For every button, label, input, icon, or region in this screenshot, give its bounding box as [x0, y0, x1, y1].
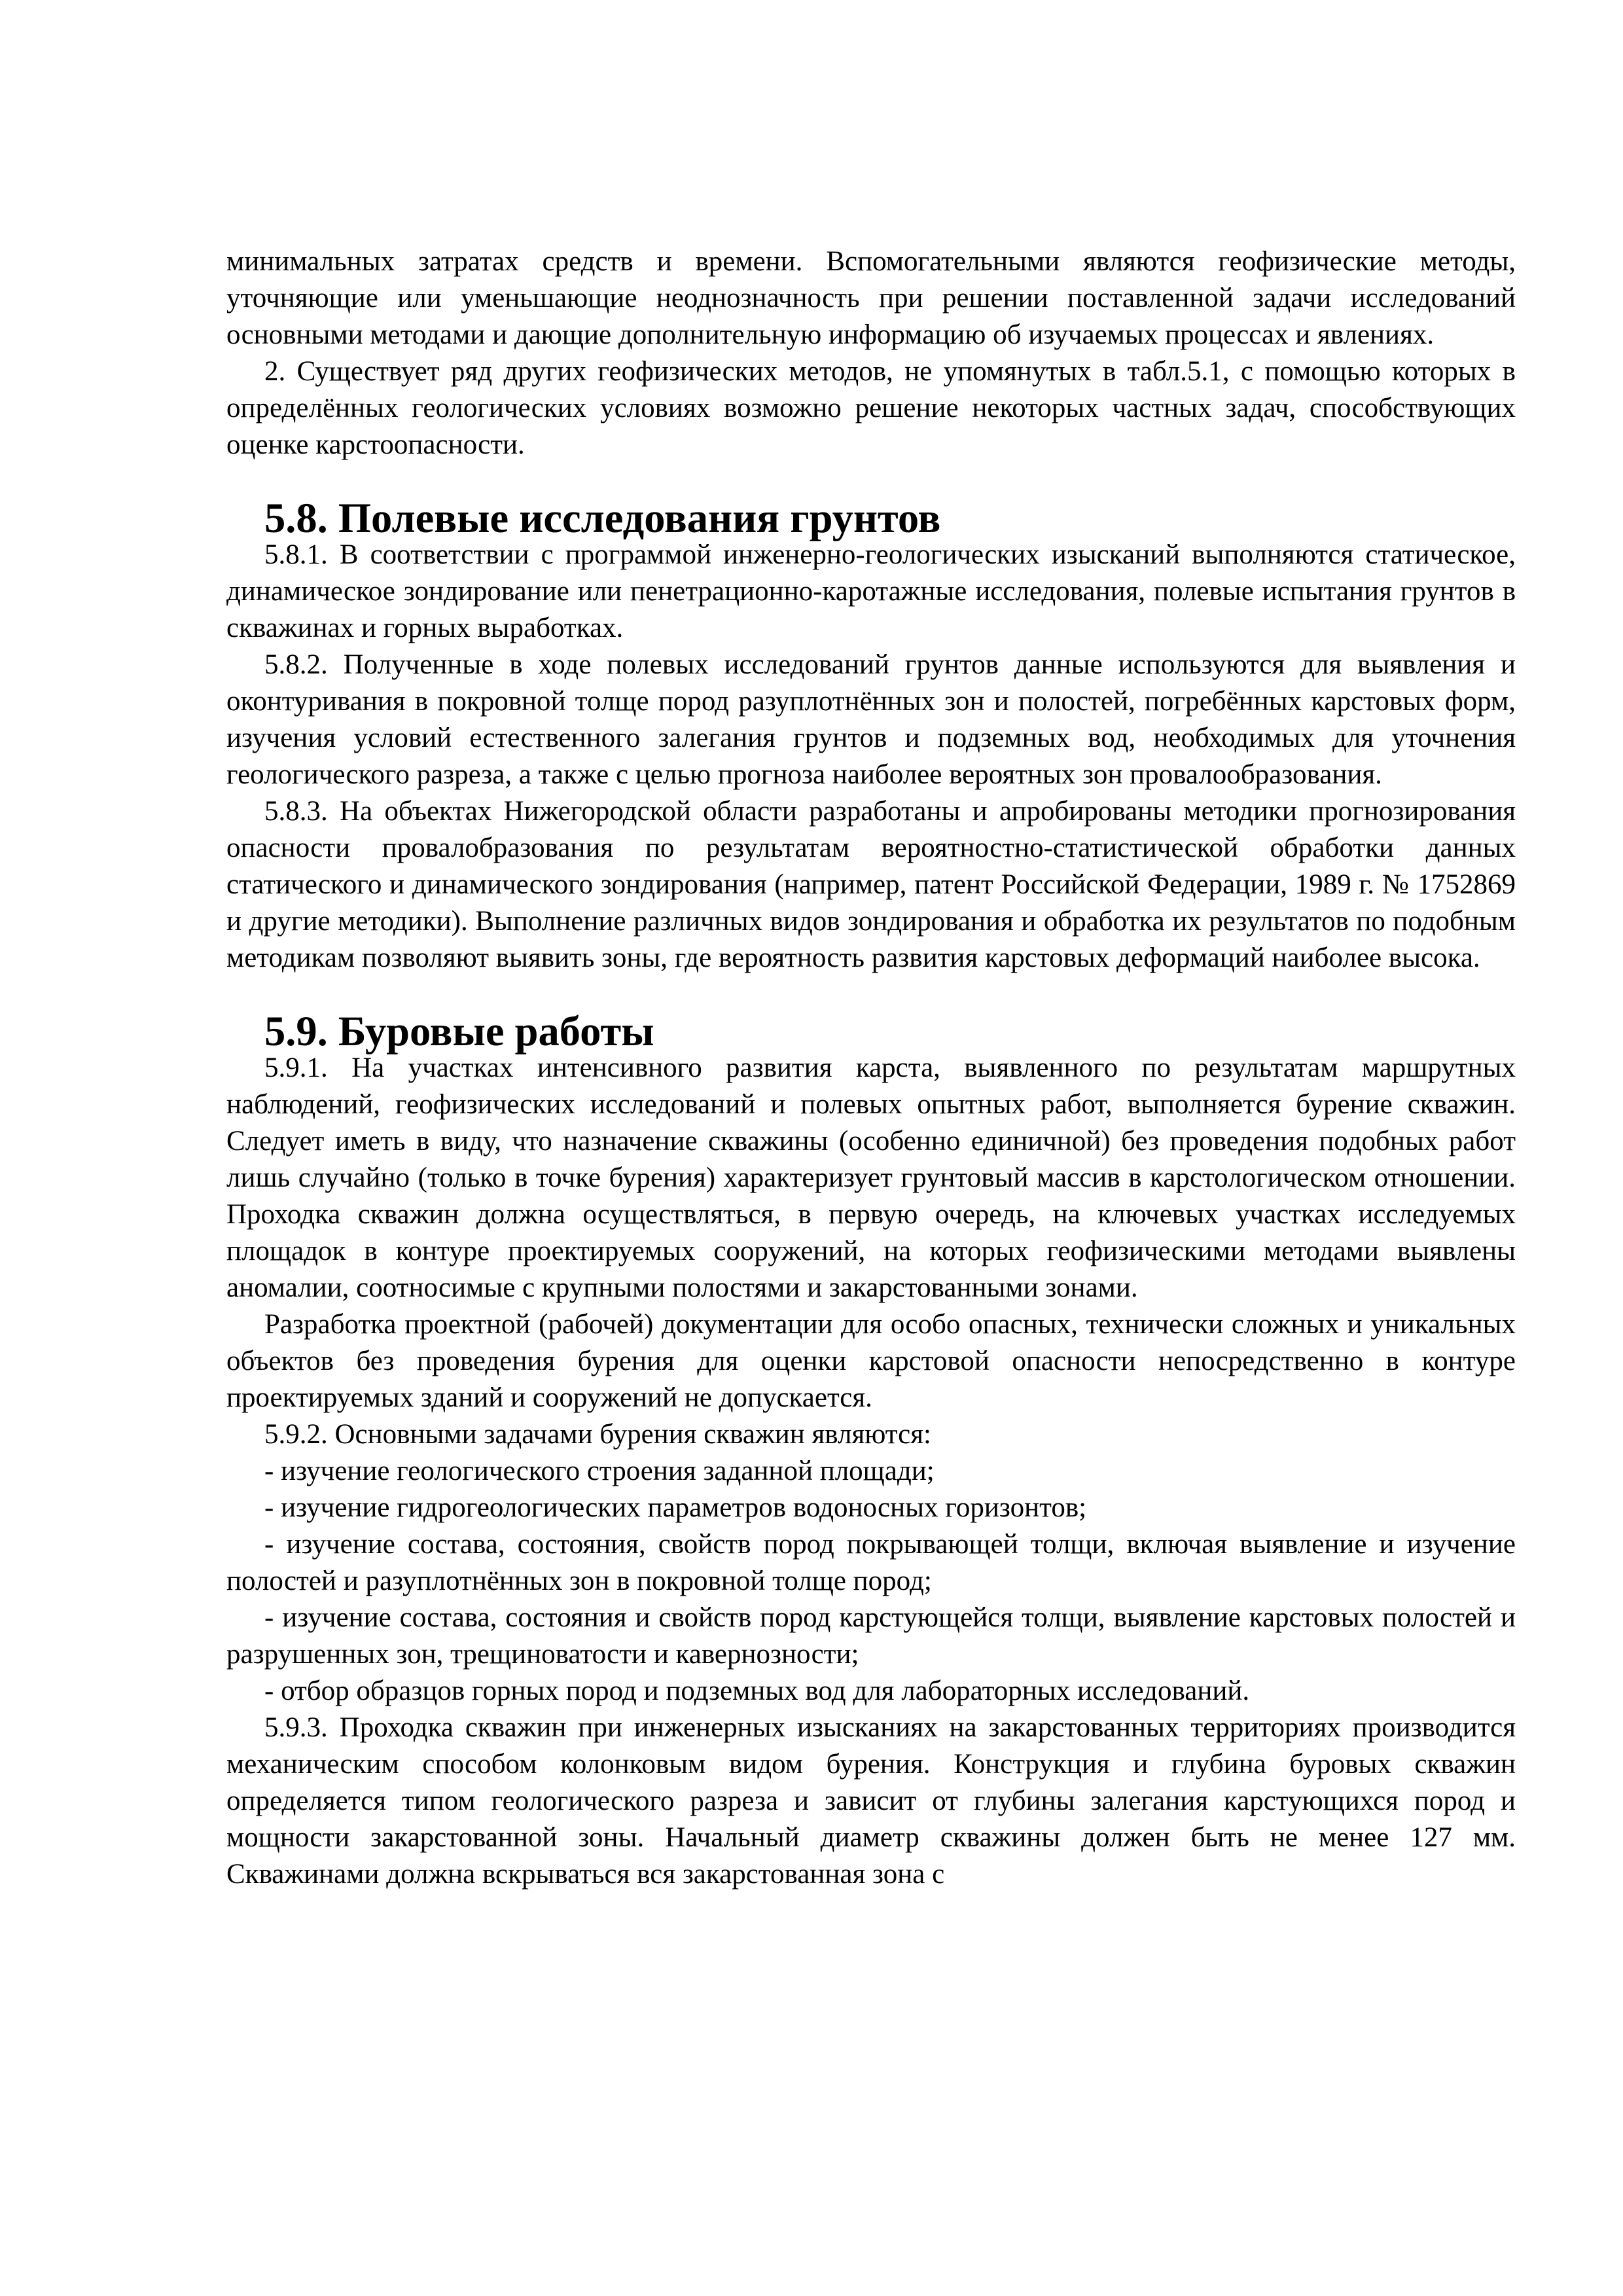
list-item-hydrogeology: - изучение гидрогеологических параметров водоносных горизонтов; — [264, 1492, 1087, 1523]
list-item-cover-rocks: - изучение состава, состояния, свойств пород покрывающей толщи, включая выявление и изучение полостей и разуплотнённых зон в покровной толще пород; — [226, 1529, 1516, 1596]
list-item-sampling: - отбор образцов горных пород и подземных вод для лабораторных исследований. — [264, 1676, 1250, 1706]
paragraph-5-8-2: 5.8.2. Полученные в ходе полевых исследований грунтов данные используются для выявления и оконтуривания в покровной толще пород разуплотнённых зон и полостей, погребённых карстовых форм, изучения условий естественного залегания грунтов и подземных вод, необходимых для уточнения геологического разреза, а также с целью прогноза наиболее вероятных зон провалообразования. — [226, 649, 1516, 790]
paragraph-note-2: 2. Существует ряд других геофизических методов, не упомянутых в табл.5.1, с помощью которых в определённых геологических условиях возможно решение некоторых частных задач, способствующих оценке карстоопасности. — [226, 356, 1516, 460]
section-heading-5-8: 5.8. Полевые исследования грунтов — [264, 495, 941, 541]
paragraph-5-9-1-b: Разработка проектной (рабочей) документации для особо опасных, технически сложных и уникальных объектов без проведения бурения для оценки карстовой опасности непосредственно в контуре проектируемых зданий и сооружений не допускается. — [226, 1309, 1516, 1413]
page-body — [226, 243, 1516, 1893]
list-item-geology: - изучение геологического строения заданной площади; — [264, 1456, 935, 1486]
paragraph-5-9-2: 5.9.2. Основными задачами бурения скважин являются: — [264, 1419, 931, 1450]
paragraph-5-9-1: 5.9.1. На участках интенсивного развития карста, выявленного по результатам маршрутных наблюдений, геофизических исследований и полевых опытных работ, выполняется бурение скважин. Следует иметь в виду, что назначение скважины (особенно единичной) без проведения подобных работ лишь случайно (только в точке бурения) характеризует грунтовый массив в карстологическом отношении. Проходка скважин должна осуществляться, в первую очередь, на ключевых участках исследуемых площадок в контуре проектируемых сооружений, на которых геофизическими методами выявлены аномалии, соотносимые с крупными полостями и закарстованными зонами. — [226, 1052, 1516, 1303]
paragraph-continued: минимальных затратах средств и времени. Вспомогательными являются геофизические методы, уточняющие или уменьшающие неоднозначность при решении поставленной задачи исследований основными методами и дающие дополнительную информацию об изучаемых процессах и явлениях. — [226, 246, 1516, 350]
list-item-karst-rocks: - изучение состава, состояния и свойств пород карстующейся толщи, выявление карстовых полостей и разрушенных зон, трещиноватости и кавернозности; — [226, 1602, 1516, 1670]
paragraph-5-9-3: 5.9.3. Проходка скважин при инженерных изысканиях на закарстованных территориях производится механическим способом колонковым видом бурения. Конструкция и глубина буровых скважин определяется типом геологического разреза и зависит от глубины залегания карстующихся пород и мощности закарстованной зоны. Начальный диаметр скважины должен быть не менее 127 мм. Скважинами должна вскрываться вся закарстованная зона с — [226, 1712, 1516, 1890]
paragraph-5-8-3: 5.8.3. На объектах Нижегородской области разработаны и апробированы методики прогнозирования опасности провалобразования по результатам вероятностно-статистической обработки данных статического и динамического зондирования (например, патент Российской Федерации, 1989 г. № 1752869 и другие методики). Выполнение различных видов зондирования и обработка их результатов по подобным методикам позволяют выявить зоны, где вероятность развития карстовых деформаций наиболее высока. — [226, 796, 1516, 973]
section-heading-5-9: 5.9. Буровые работы — [264, 1008, 654, 1054]
paragraph-5-8-1: 5.8.1. В соответствии с программой инженерно-геологических изысканий выполняются статическое, динамическое зондирование или пенетрационно-каротажные исследования, полевые испытания грунтов в скважинах и горных выработках. — [226, 539, 1516, 643]
